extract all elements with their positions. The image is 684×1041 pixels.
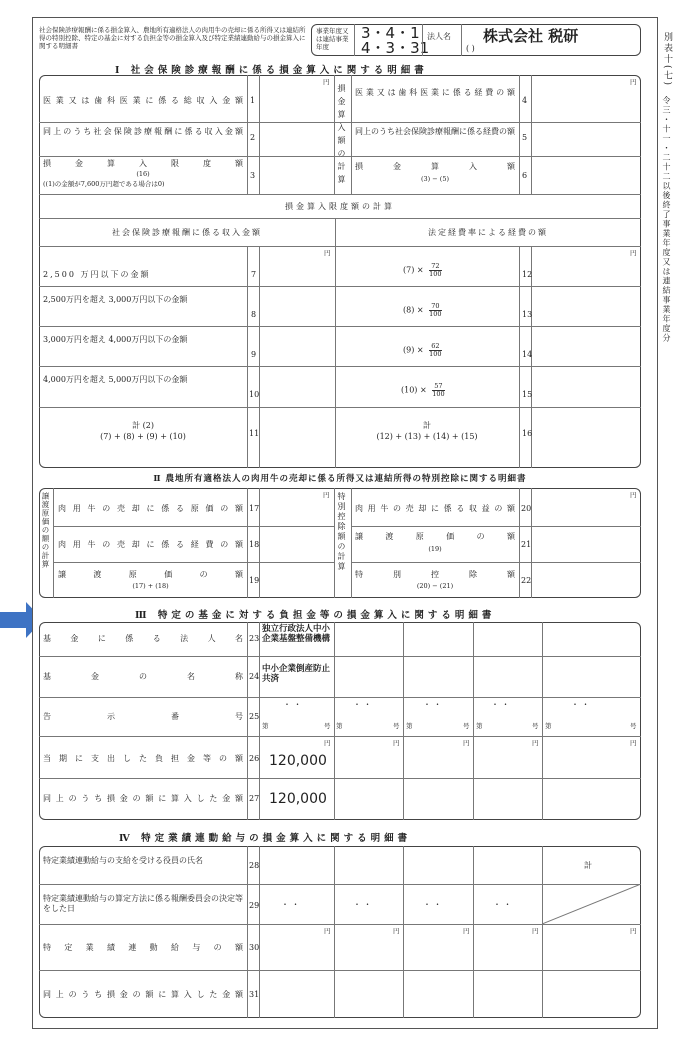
s2-row17-no: 17 (249, 504, 260, 513)
s4-row31-label: 同上のうち損金の額に算入した金額 (43, 990, 243, 999)
s4-row28-label: 特定業績連動給与の支給を受ける役員の氏名 (43, 856, 203, 865)
s4-row30-yen-3: 円 (463, 927, 470, 935)
s2-row19-no: 19 (249, 576, 260, 585)
s3-row23-label: 基金に係る法人名 (43, 634, 243, 643)
s1-calc-row9-no2: 14 (522, 350, 533, 359)
s1-calc-row10-den: 100 (432, 390, 445, 398)
s3-amount-26: 120,000 (269, 753, 327, 769)
s1-calc-row8-ref: (8) (403, 305, 415, 315)
s4-diagonal-line (542, 884, 641, 924)
s3-amount-27: 120,000 (269, 791, 327, 807)
s2-row19-sub: (17) + (18) (132, 582, 169, 590)
s1-calc-yen-left: 円 (324, 249, 331, 257)
s3-row26-yen-5: 円 (630, 739, 637, 747)
s4-row30-no: 30 (249, 943, 260, 952)
s3-notice-a-5: 第 (545, 722, 552, 730)
s2-row17-label: 肉用牛の売却に係る原価の額 (58, 504, 243, 513)
s4-date-dots-2: ・ ・ (353, 900, 372, 909)
s1-calc-row7-no2: 12 (522, 270, 533, 279)
s1-calc-row7-num: 72 (429, 263, 441, 271)
section3-title: Ⅲ 特定の基金に対する負担金等の損金算入に関する明細書 (135, 610, 496, 621)
s3-row26-no: 26 (249, 754, 260, 763)
s4-date-dots-1: ・ ・ (281, 900, 300, 909)
s1-calc-row9-den: 100 (429, 350, 442, 358)
s2-row22-label: 特別控除額 (355, 570, 515, 579)
corp-name-label: 法人名 (427, 32, 451, 41)
s1-calc-row10-num: 57 (432, 383, 444, 391)
s3-notice-a-3: 第 (406, 722, 413, 730)
s1-right-row2-no: 5 (522, 133, 528, 142)
s2-row22-no: 22 (521, 576, 532, 585)
s3-row25-no: 25 (249, 712, 260, 721)
form-description: 社会保険診療報酬に係る損金算入、農地所有適格法人の肉用牛の売却に係る所得又は連結所得の特別控除、特定の基金に対する負担金等の損金算入及び特定業績連動給与の損金算入に関する明細書 (39, 26, 306, 50)
s3-notice-a-4: 第 (476, 722, 483, 730)
s1-col-right: 法定経費率による経費の額 (428, 228, 548, 237)
s2-right-vert: 特別控除額の計算 (337, 492, 346, 572)
s1-right-row2-label: 同上のうち社会保険診療報酬に係る経費の額 (355, 127, 515, 136)
s2-left-vert: 譲渡原価の額の計算 (41, 492, 50, 569)
s1-total-left-2: (7) + (8) + (9) + (10) (100, 432, 186, 441)
s1-row2-no: 2 (250, 133, 256, 142)
s3-row24-label: 基金の名称 (43, 672, 243, 681)
s2-row20-label: 肉用牛の売却に係る収益の額 (355, 504, 515, 513)
s3-notice-b-2: 号 (393, 722, 400, 730)
s3-corp-value: 独立行政法人中小企業基盤整備機構 (262, 624, 331, 644)
s1-total-left-1: 計 (2) (132, 421, 154, 430)
s3-row25-label: 告示番号 (43, 712, 243, 721)
s1-row3-sub1: (16) (136, 170, 150, 178)
s2-row18-no: 18 (249, 540, 260, 549)
s1-total-no: 11 (249, 429, 260, 438)
s1-row3-no: 3 (250, 171, 256, 180)
s4-row30-yen-5: 円 (630, 927, 637, 935)
s3-notice-b-3: 号 (463, 722, 470, 730)
s1-right-row1-yen: 円 (630, 78, 637, 86)
s1-calc-row8-no: 8 (251, 310, 257, 319)
s1-calc-yen-right: 円 (630, 249, 637, 257)
s3-row27-no: 27 (249, 794, 260, 803)
s1-calc-title: 損金算入限度額の計算 (285, 202, 395, 211)
s1-calc-row7-formula: (7) × $\frac{72}{100}$ (403, 262, 442, 278)
s1-row3-label: 損金算入限度額 (43, 159, 243, 168)
s3-notice-a-2: 第 (336, 722, 343, 730)
s1-calc-row9-no: 9 (251, 350, 257, 359)
period-to: 4・3・31 (361, 39, 430, 57)
s1-calc-row10-formula: (10) × $\frac{57}{100}$ (401, 382, 445, 398)
s1-calc-row7-ref: (7) (403, 265, 415, 275)
s4-row30-yen-2: 円 (393, 927, 400, 935)
s1-row1-no: 1 (250, 96, 256, 105)
period-from: 3・4・1 (361, 24, 420, 42)
s3-row26-yen-4: 円 (532, 739, 539, 747)
s1-right-row1-no: 4 (522, 96, 528, 105)
s1-calc-row8-label: 2,500万円を超え 3,000万円以下の金額 (43, 295, 188, 304)
s3-notice-a-1: 第 (262, 722, 269, 730)
s2-row21-sub: (19) (428, 545, 442, 553)
s3-notice-dots-3: ・ ・ (423, 700, 442, 709)
s3-row26-label: 当期に支出した負担金等の額 (43, 754, 243, 763)
s3-notice-b-5: 号 (630, 722, 637, 730)
s1-calc-row9-formula: (9) × $\frac{62}{100}$ (403, 342, 442, 358)
s4-row30-yen-4: 円 (532, 927, 539, 935)
s1-calc-row10-label: 4,000万円を超え 5,000万円以下の金額 (43, 375, 188, 384)
s3-notice-dots-5: ・ ・ (571, 700, 590, 709)
form-page (32, 17, 658, 1029)
s3-row26-yen-1: 円 (324, 739, 331, 747)
s1-middle-label: 損金算入額の計算 (337, 84, 346, 188)
s4-date-dots-3: ・ ・ (423, 900, 442, 909)
s1-calc-row10-ref: (10) (401, 385, 418, 395)
s1-calc-row8-no2: 13 (522, 310, 533, 319)
s1-row1-label: 医業又は歯科医業に係る総収入金額 (43, 96, 243, 105)
s3-notice-b-4: 号 (532, 722, 539, 730)
s4-row30-label: 特定業績連動給与の額 (43, 943, 243, 952)
s2-row18-label: 肉用牛の売却に係る経費の額 (58, 540, 243, 549)
s1-calc-row8-formula: (8) × $\frac{70}{100}$ (403, 302, 442, 318)
s2-row22-sub: (20) − (21) (416, 582, 454, 590)
s3-row27-label: 同上のうち損金の額に算入した金額 (43, 794, 243, 803)
s3-notice-dots-1: ・ ・ (283, 700, 302, 709)
s1-total-no2: 16 (522, 429, 533, 438)
s4-row28-no: 28 (249, 861, 260, 870)
s3-notice-dots-2: ・ ・ (353, 700, 372, 709)
s2-row17-yen: 円 (323, 491, 330, 499)
s1-calc-row10-no2: 15 (522, 390, 533, 399)
s2-row20-yen: 円 (630, 491, 637, 499)
s4-row30-yen-1: 円 (324, 927, 331, 935)
section1-title: Ⅰ 社会保険診療報酬に係る損金算入に関する明細書 (115, 65, 428, 76)
s1-calc-row10-no: 10 (249, 390, 260, 399)
s3-notice-dots-4: ・ ・ (491, 700, 510, 709)
s1-right-row3-label: 損金算入額 (355, 162, 515, 171)
s1-row3-sub2: ((1)の金額が7,600万円超である場合は0) (43, 180, 165, 188)
corp-name-paren: ( ) (466, 44, 475, 53)
s3-fund-value: 中小企業倒産防止共済 (262, 664, 331, 684)
section2-title: Ⅱ 農地所有適格法人の肉用牛の売却に係る所得又は連結所得の特別控除に関する明細書 (153, 474, 527, 484)
s1-row2-label: 同上のうち社会保険診療報酬に係る収入金額 (43, 127, 243, 136)
applicable-period-label: 令三・十一・二十二以後終了事業年度又は連結事業年度分 (662, 96, 671, 343)
s1-total-right-2: (12) + (13) + (14) + (15) (376, 432, 478, 441)
s4-total-label: 計 (584, 861, 592, 870)
s4-row29-label: 特定業績連動給与の算定方法に係る報酬委員会の決定等をした日 (43, 894, 243, 913)
s1-right-row1-label: 医業又は歯科医業に係る経費の額 (355, 88, 515, 97)
s2-row21-label: 譲渡原価の額 (355, 532, 515, 541)
s1-calc-row8-num: 70 (429, 303, 441, 311)
corp-name-value: 株式会社 税研 (483, 27, 579, 45)
s1-calc-row7-label: 2,500 万円以下の金額 (43, 270, 151, 279)
s1-row1-yen: 円 (323, 78, 330, 86)
section4-title: Ⅳ 特定業績連動給与の損金算入に関する明細書 (119, 833, 412, 844)
s1-right-row3-sub: (3) − (5) (421, 175, 449, 183)
s1-col-left: 社会保険診療報酬に係る収入金額 (112, 228, 262, 237)
s4-row31-no: 31 (249, 990, 260, 999)
s1-calc-row8-den: 100 (429, 310, 442, 318)
s1-right-row3-no: 6 (522, 171, 528, 180)
s3-row24-no: 24 (249, 672, 260, 681)
s1-calc-row9-label: 3,000万円を超え 4,000万円以下の金額 (43, 335, 188, 344)
s1-calc-row7-den: 100 (429, 270, 442, 278)
s4-date-dots-4: ・ ・ (493, 900, 512, 909)
s1-calc-row9-ref: (9) (403, 345, 415, 355)
s3-row26-yen-2: 円 (393, 739, 400, 747)
form-number-label: 別表十(七) (662, 32, 672, 88)
s3-row26-yen-3: 円 (463, 739, 470, 747)
period-label: 事業年度又は連結事業年度 (316, 27, 349, 51)
s2-row19-label: 譲渡原価の額 (58, 570, 243, 579)
s1-calc-row7-no: 7 (251, 270, 257, 279)
s3-row23-no: 23 (249, 634, 260, 643)
s3-notice-b-1: 号 (324, 722, 331, 730)
s1-calc-row9-num: 62 (429, 343, 441, 351)
s2-row20-no: 20 (521, 504, 532, 513)
s1-total-right-1: 計 (423, 421, 431, 430)
s4-row29-no: 29 (249, 901, 260, 910)
s2-row21-no: 21 (521, 540, 532, 549)
